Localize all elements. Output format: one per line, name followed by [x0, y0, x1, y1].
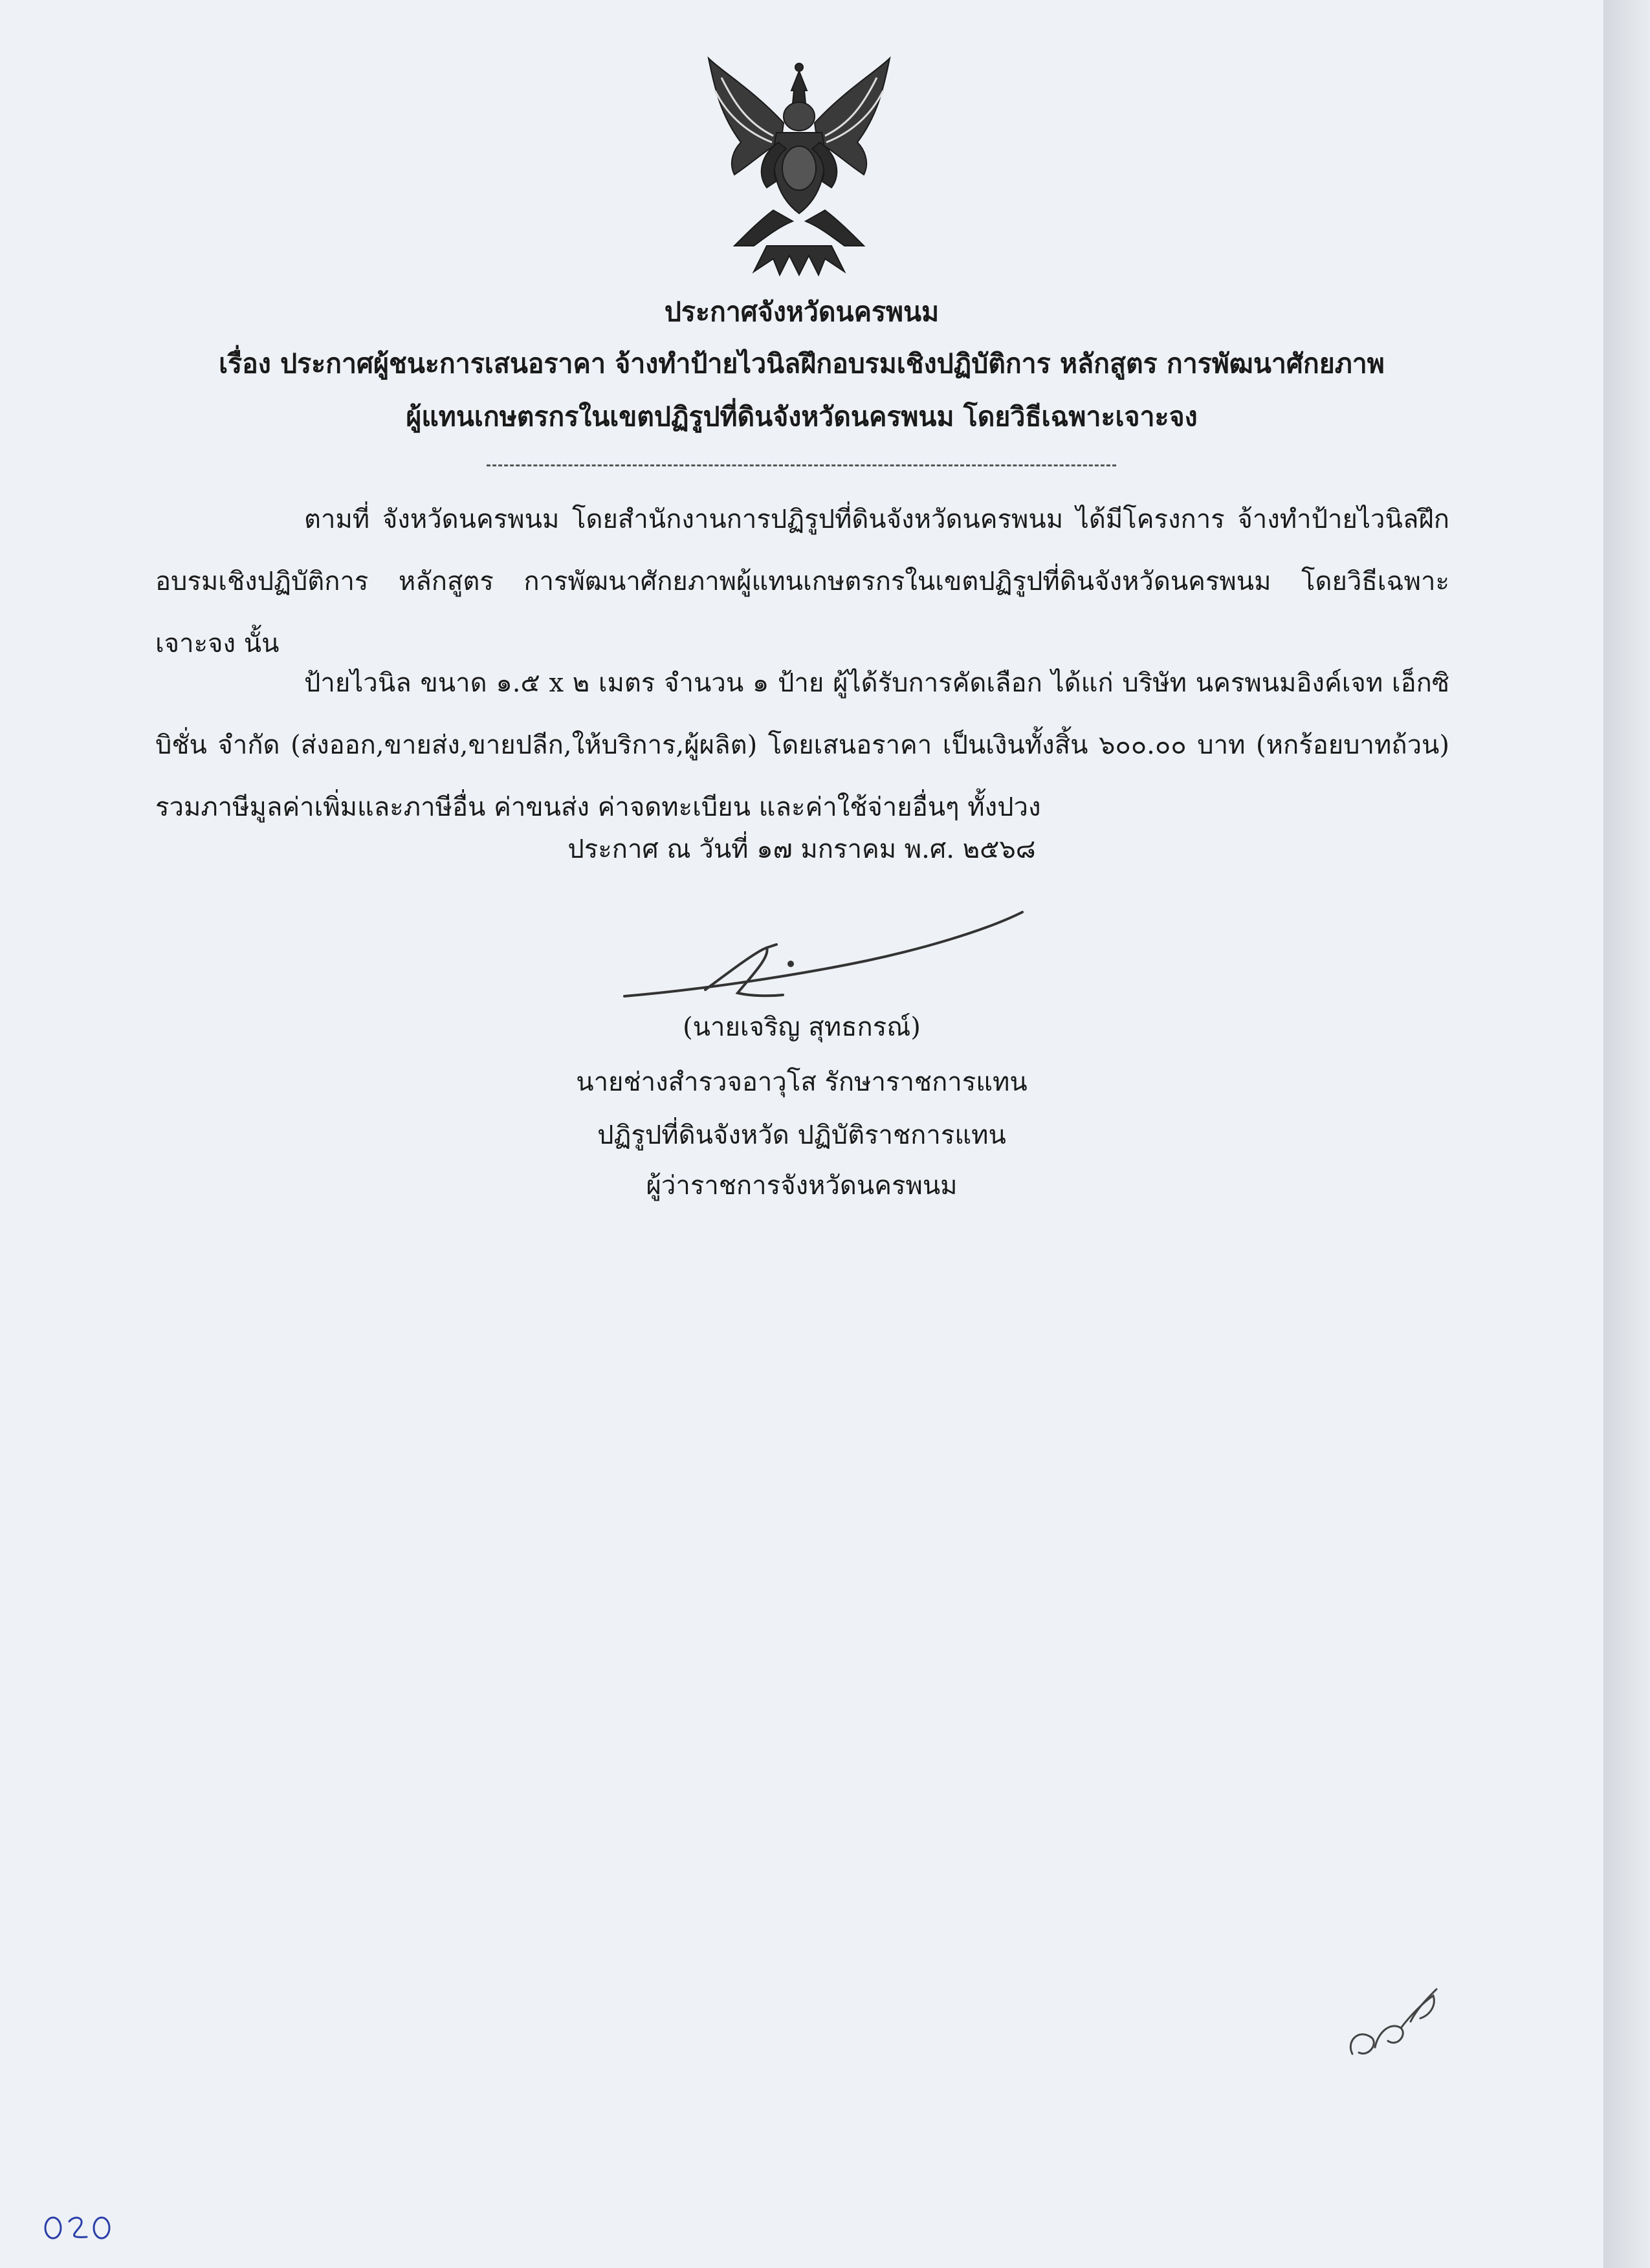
- handwritten-signature: [621, 899, 1035, 1009]
- announce-date: ประกาศ ณ วันที่ ๑๗ มกราคม พ.ศ. ๒๕๖๘: [567, 834, 1036, 864]
- signatory-position-2: ปฏิรูปที่ดินจังหวัด ปฏิบัติราชการแทน: [597, 1120, 1006, 1150]
- signatory-position-3: ผู้ว่าราชการจังหวัดนครพนม: [646, 1171, 958, 1201]
- subject-line-2: ผู้แทนเกษตรกรในเขตปฏิรูปที่ดินจังหวัดนครพนม โดยวิธีเฉพาะเจาะจง: [406, 401, 1198, 432]
- handwritten-page-number: [40, 2207, 118, 2246]
- signatory-position-1: นายช่างสำรวจอาวุโส รักษาราชการแทน: [576, 1067, 1028, 1097]
- body-paragraph-2: ป้ายไวนิล ขนาด ๑.๕ x ๒ เมตร จำนวน ๑ ป้าย ผู้ได้รับการคัดเลือก ได้แก่ บริษัท นครพนมอิงค์เจท เอ็กซิบิชั่น จำกัด (ส่งออก,ขายส่ง,ขายปลีก,ให้บริการ,ผู้ผลิต) โดยเสนอราคา เป็นเงินทั้งสิ้น ๖๐๐.๐๐ บาท (หกร้อยบาทถ้วน) รวมภาษีมูลค่าเพิ่มและภาษีอื่น ค่าขนส่ง ค่าจดทะเบียน และค่าใช้จ่ายอื่นๆ ทั้งปวง: [155, 668, 1449, 822]
- handwritten-initials: [1339, 1976, 1449, 2073]
- announcement-title: ประกาศจังหวัดนครพนม: [664, 296, 940, 327]
- signatory-name: (นายเจริญ สุทธกรณ์): [683, 1012, 921, 1042]
- body-paragraph-1: ตามที่ จังหวัดนครพนม โดยสำนักงานการปฏิรูปที่ดินจังหวัดนครพนม ได้มีโครงการ จ้างทำป้ายไวนิลฝึกอบรมเชิงปฏิบัติการ หลักสูตร การพัฒนาศักยภาพผู้แทนเกษตรกรในเขตปฏิรูปที่ดินจังหวัดนครพนม โดยวิธีเฉพาะเจาะจง นั้น: [155, 505, 1449, 659]
- garuda-emblem-icon: [696, 52, 903, 278]
- scan-edge: [1603, 0, 1650, 2268]
- subject-line-1: เรื่อง ประกาศผู้ชนะการเสนอราคา จ้างทำป้ายไวนิลฝึกอบรมเชิงปฏิบัติการ หลักสูตร การพัฒนาศักยภาพ: [219, 348, 1385, 379]
- separator-rule: [487, 464, 1116, 466]
